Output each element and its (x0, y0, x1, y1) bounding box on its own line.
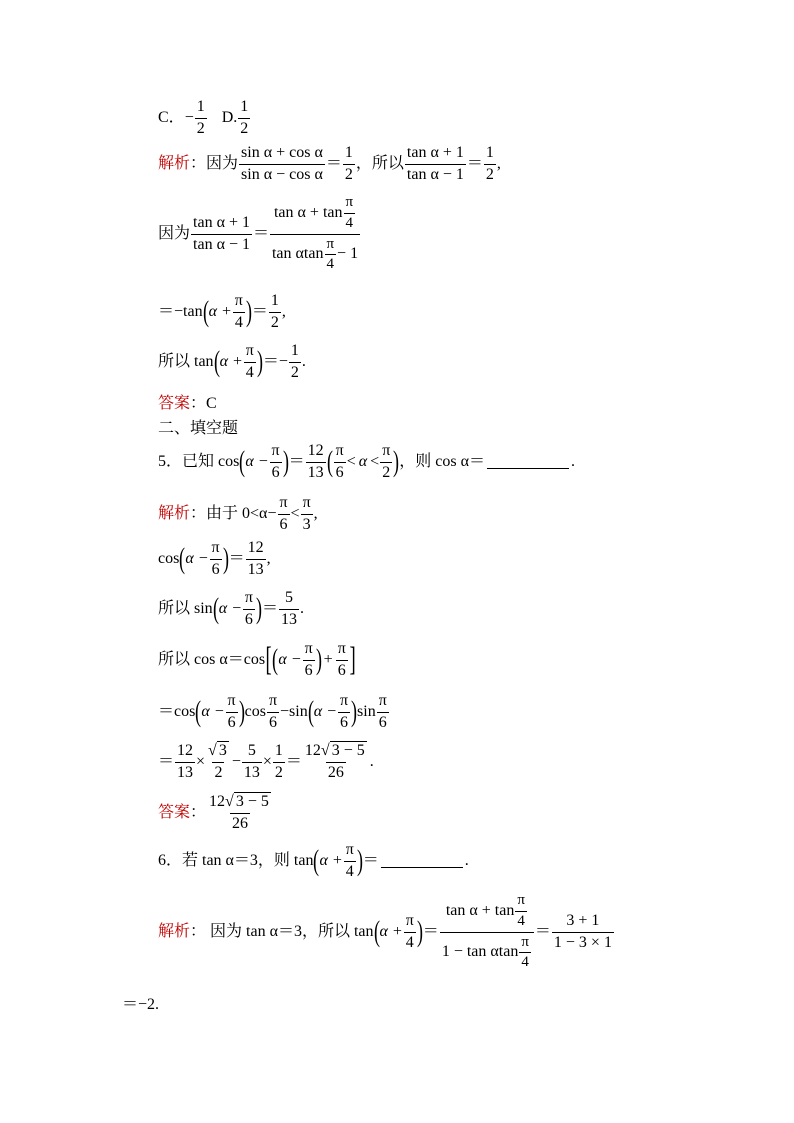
q5-analysis-1: 解析 ： 由于 0<α− $\frac{\pi}{6}$ < $\frac{\pi}{3}$ , (158, 494, 318, 533)
question-6: 6．若 tan α＝3，则 tan ( α + $\frac{\pi}{4}$ ) ＝ . (158, 841, 469, 880)
option-c-fraction: $\frac{1}{2}$ (196, 98, 205, 137)
option-d-label: D. (221, 109, 238, 127)
answer-blank-q5[interactable] (487, 456, 569, 469)
answer-line-q5: 答案 ： $\frac{12√ 3 - 5}{26}$ (158, 793, 269, 832)
option-c-label: C． (158, 109, 185, 127)
fraction-sin-cos: $\frac{\text{sin α + cos α}}{\text{sin α − cos α}}$ (241, 144, 323, 183)
q6-analysis: 解析 ： 因为 tan α＝3，所以 tan ( α + $\frac{\pi}{4}$ ) ＝ tan α + tan $\frac{\pi}{4}$ 1 − tan αtan $\frac{\pi}{4}$ ＝ $\frac{3 + 1}{1 - 3 \times 1}$ (158, 892, 612, 971)
q6-result: ＝−2. (122, 996, 160, 1013)
fraction-tan: $\frac{\text{tan α + 1}}{\text{tan α − 1}}$ (406, 144, 464, 183)
tan-addition-formula: tan α + tan $\frac{\pi}{4}$ tan αtan $\frac{\pi}{4}$ − 1 (271, 194, 359, 273)
analysis-line-2: 因为 $\frac{\text{tan α + 1}}{\text{tan α − 1}}$ ＝ tan α + tan $\frac{\pi}{4}$ tan αtan $\frac{\pi}{4}$ − 1 (158, 194, 359, 273)
analysis-label: 解析 (158, 155, 191, 173)
q5-analysis-6: ＝ $\frac{12}{13}$ × $\frac{√ 3}{2}$ − $\frac{5}{13}$ × $\frac{1}{2}$ ＝ $\frac{12√ 3 - 5}{26}$ . (158, 742, 374, 781)
answer-label: 答案 (158, 395, 191, 412)
options-line (158, 99, 251, 138)
option-c-sign: − (184, 109, 194, 127)
question-5: 5．已知 cos ( α − $\frac{\pi}{6}$ ) ＝ $\frac{12}{13}$ ( $\frac{\pi}{6}$ < α < $\frac{\pi}{2}$ ) ，则 cos α＝ . (158, 442, 575, 481)
analysis-line-4: 所以 tan ( α + $\frac{\pi}{4}$ ) ＝− $\frac{1}{2}$ . (158, 342, 306, 381)
answer-line-q4: 答案 ： C (158, 395, 217, 412)
q5-analysis-4: 所以 cos α＝cos [ ( α − $\frac{\pi}{6}$ ) + $\frac{\pi}{6}$ ] (158, 640, 356, 679)
q6-tan-formula: tan α + tan $\frac{\pi}{4}$ 1 − tan αtan $\frac{\pi}{4}$ (440, 893, 534, 971)
q5-analysis-5: ＝cos ( α − $\frac{\pi}{6}$ ) cos $\frac{\pi}{6}$ −sin ( α − $\frac{\pi}{6}$ ) sin $\frac{\pi}{6}$ (158, 692, 387, 731)
q5-analysis-2: cos ( α − $\frac{\pi}{6}$ ) ＝ $\frac{12}{13}$ , (158, 539, 271, 578)
analysis-line-1: 解析 ： 因为 $\frac{\text{sin α + cos α}}{\text{sin α − cos α}}$ ＝ $\frac{1}{2}$ ， 所以 $\frac{\text{tan α + 1}}{\text{tan α − 1}}$ ＝ $\frac{1}{2}$ , (158, 144, 501, 183)
section-header: 二、填空题 (158, 420, 239, 437)
option-d-fraction: $\frac{1}{2}$ (240, 98, 249, 137)
q5-analysis-3: 所以 sin ( α − $\frac{\pi}{6}$ ) ＝ $\frac{5}{13}$ . (158, 589, 304, 628)
answer-blank-q6[interactable] (381, 855, 463, 868)
analysis-line-3: ＝−tan ( α + $\frac{\pi}{4}$ ) ＝ $\frac{1}{2}$ , (158, 292, 286, 331)
